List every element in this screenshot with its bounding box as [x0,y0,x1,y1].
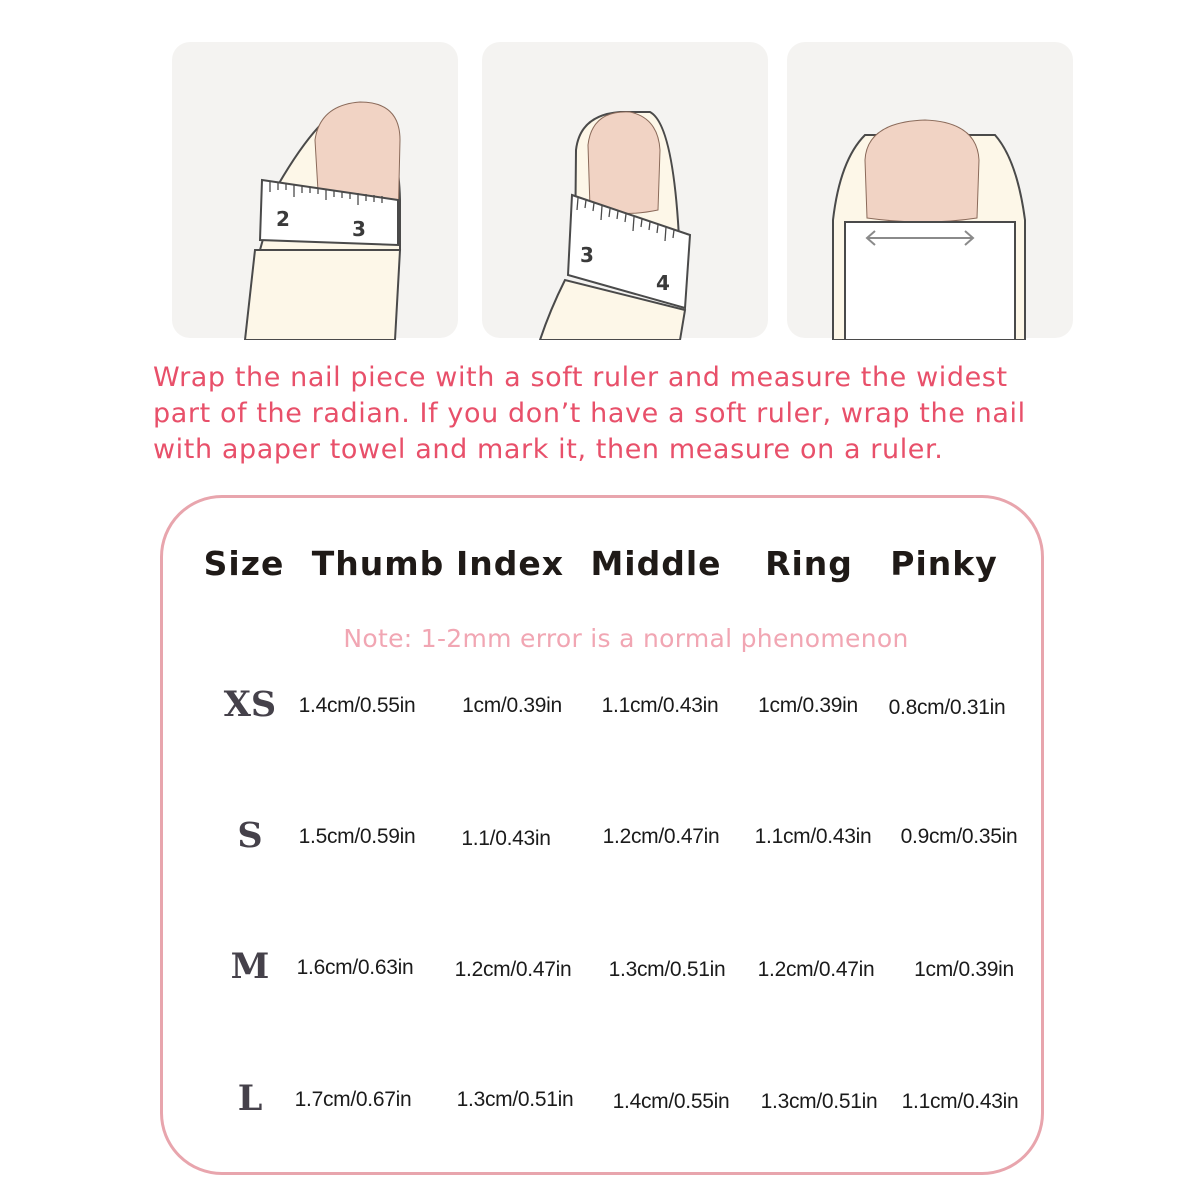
table-cell: 1.2cm/0.47in [602,825,720,848]
table-cell: 1cm/0.39in [914,958,1014,981]
table-cell: 1.2cm/0.47in [757,958,875,981]
header-index: Index [455,544,565,583]
table-cell: 1.4cm/0.55in [612,1090,730,1113]
table-cell: 1.1/0.43in [461,827,551,850]
table-cell: 1cm/0.39in [462,694,562,717]
instructions-line: Wrap the nail piece with a soft ruler and measure the widest [153,362,1008,393]
header-pinky: Pinky [890,544,998,583]
instructions-line: part of the radian. If you don’t have a soft ruler, wrap the nail [153,398,1026,429]
note-text: Note: 1-2mm error is a normal phenomenon [343,624,909,653]
header-size: Size [203,544,285,583]
size-label-l: L [237,1078,263,1119]
illustration-thumb-wrap [170,40,460,340]
header-middle: Middle [590,544,722,583]
size-label-s: S [237,815,263,856]
ruler-number: 4 [656,271,670,295]
table-cell: 1cm/0.39in [758,694,858,717]
table-cell: 1.1cm/0.43in [901,1090,1019,1113]
table-cell: 1.2cm/0.47in [454,958,572,981]
table-cell: 1.3cm/0.51in [456,1088,574,1111]
size-label-m: M [230,946,270,987]
instructions-text [153,360,1053,468]
header-ring: Ring [765,544,853,583]
table-cell: 1.3cm/0.51in [608,958,726,981]
table-cell: 1.1cm/0.43in [754,825,872,848]
instructions-line: with apaper towel and mark it, then measure on a ruler. [153,434,944,465]
table-cell: 1.1cm/0.43in [601,694,719,717]
ruler-number: 3 [580,243,594,267]
table-cell: 1.4cm/0.55in [298,694,416,717]
size-label-xs: XS [223,684,277,725]
table-cell: 1.5cm/0.59in [298,825,416,848]
header-thumb: Thumb [311,544,445,583]
table-cell: 1.6cm/0.63in [296,956,414,979]
illustration-nail-width-front [785,40,1075,340]
ruler-number: 2 [276,207,290,231]
table-cell: 0.9cm/0.35in [900,825,1018,848]
table-cell: 0.8cm/0.31in [888,696,1006,719]
table-cell: 1.3cm/0.51in [760,1090,878,1113]
illustration-finger-wrap-angled [480,40,770,340]
measurement-illustrations [170,40,1075,340]
ruler-number: 3 [352,217,366,241]
table-cell: 1.7cm/0.67in [294,1088,412,1111]
